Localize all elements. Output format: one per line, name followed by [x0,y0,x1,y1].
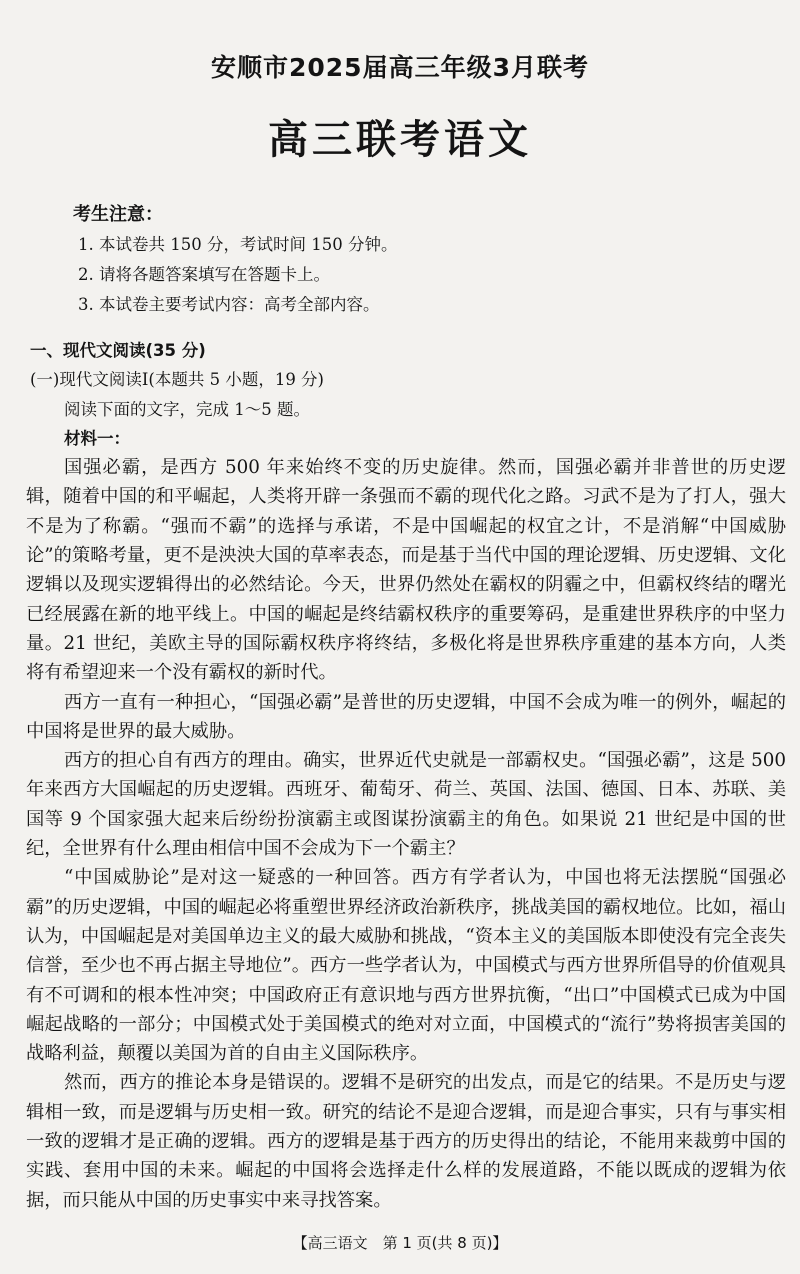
passage-paragraph: 然而，西方的推论本身是错误的。逻辑不是研究的出发点，而是它的结果。不是历史与逻辑相一致，而是逻辑与历史相一致。研究的结论不是迎合逻辑，而是迎合事实，只有与事实相一致的逻辑才是正确的逻辑。西方的逻辑是基于西方的历史得出的结论，不能用来裁剪中国的实践、套用中国的未来。崛起的中国将会选择走什么样的发展道路，不能以既成的逻辑为依据，而只能从中国的历史事实中来寻找答案。 [26,1072,786,1211]
passage-paragraph: 国强必霸，是西方 500 年来始终不变的历史旋律。然而，国强必霸并非普世的历史逻辑，随着中国的和平崛起，人类将开辟一条强而不霸的现代化之路。习武不是为了打人，强大不是为了称霸。“强而不霸”的选择与承诺，不是中国崛起的权宜之计，不是消解“中国威胁论”的策略考量，更不是泱泱大国的草率表态，而是基于当代中国的理论逻辑、历史逻辑、文化逻辑以及现实逻辑得出的必然结论。今天，世界仍然处在霸权的阴霾之中，但霸权终结的曙光已经展露在新的地平线上。中国的崛起是终结霸权秩序的重要筹码，是重建世界秩序的中坚力量。21 世纪，美欧主导的国际霸权秩序将终结，多极化将是世界秩序重建的基本方向，人类将有希望迎来一个没有霸权的新时代。 [26,457,786,684]
section-title: 一、现代文阅读(35 分) [30,341,206,360]
reading-section [26,336,786,1215]
section-instruction: 阅读下面的文字，完成 1～5 题。 [64,399,310,419]
notice-item: 1. 本试卷共 150 分，考试时间 150 分钟。 [78,235,398,254]
page-footer [0,1232,800,1253]
notice-block [73,200,398,320]
subject-title: 高三联考语文 [268,117,532,163]
notice-item: 3. 本试卷主要考试内容：高考全部内容。 [78,295,380,314]
notice-heading: 考生注意： [73,204,163,225]
passage-paragraph: “中国威胁论”是对这一疑惑的一种回答。西方有学者认为，中国也将无法摆脱“国强必霸”的历史逻辑，中国的崛起必将重塑世界经济政治新秩序，挑战美国的霸权地位。比如，福山认为，中国崛起是对美国单边主义的最大威胁和挑战，“资本主义的美国版本即使没有完全丧失信誉，至少也不再占据主导地位”。西方一些学者认为，中国模式与西方世界所倡导的价值观具有不可调和的根本性冲突；中国政府正有意识地与西方世界抗衡，“出口”中国模式已成为中国崛起战略的一部分；中国模式处于美国模式的绝对对立面，中国模式的“流行”势将损害美国的战略利益，颠覆以美国为首的自由主义国际秩序。 [26,867,786,1065]
passage-paragraph: 西方的担心自有西方的理由。确实，世界近代史就是一部霸权史。“国强必霸”，这是 500 年来西方大国崛起的历史逻辑。西班牙、葡萄牙、荷兰、英国、法国、德国、日本、苏联、美国等 9 个国家强大起来后纷纷扮演霸主或图谋扮演霸主的角色。如果说 21 世纪是中国的世纪，全世界有什么理由相信中国不会成为下一个霸主？ [26,750,786,860]
exam-title: 安顺市2025届高三年级3月联考 [211,53,589,82]
material-label: 材料一： [64,428,130,448]
notice-item: 2. 请将各题答案填写在答题卡上。 [78,265,330,284]
page-number-label: 【高三语文 第 1 页(共 8 页)】 [292,1234,508,1252]
passage-paragraph: 西方一直有一种担心，“国强必霸”是普世的历史逻辑，中国不会成为唯一的例外，崛起的中国将是世界的最大威胁。 [26,691,786,742]
section-subtitle: (一)现代文阅读Ⅰ(本题共 5 小题，19 分) [30,370,324,390]
